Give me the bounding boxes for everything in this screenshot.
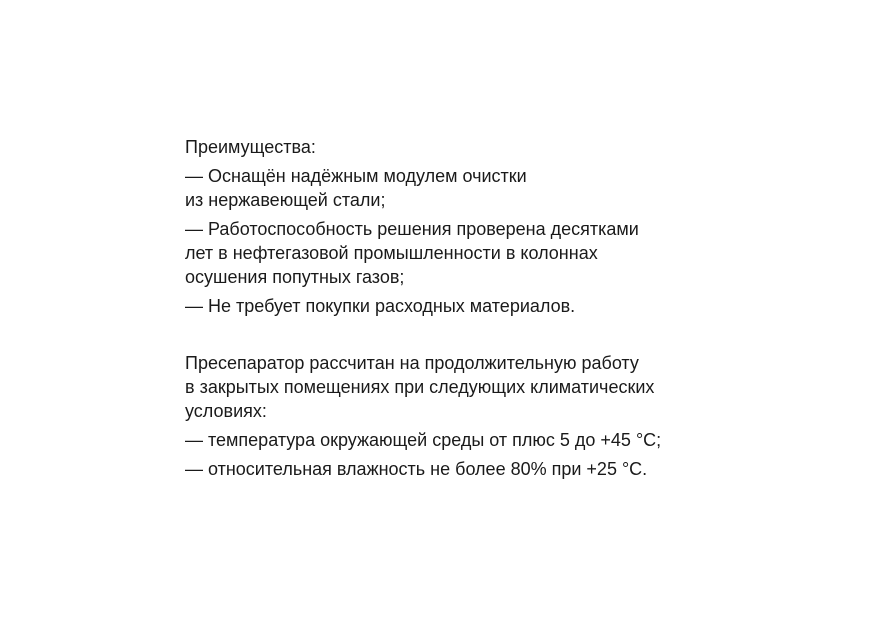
advantage-item-line: лет в нефтегазовой промышленности в колоннах <box>185 243 598 263</box>
condition-item-line: — относительная влажность не более 80% при +25 °С. <box>185 459 648 479</box>
advantage-item-line: — Работоспособность решения проверена десятками <box>185 219 639 239</box>
document-body <box>185 135 785 486</box>
advantages-heading-text: Преимущества: <box>185 137 316 157</box>
advantages-section <box>185 135 785 318</box>
conditions-intro-line: в закрытых помещениях при следующих климатических <box>185 377 655 397</box>
advantage-item-no-consumables <box>185 294 785 318</box>
condition-item-temperature <box>185 428 785 452</box>
advantages-heading <box>185 135 785 159</box>
conditions-intro-line: условиях: <box>185 401 267 421</box>
advantage-item-line: — Не требует покупки расходных материалов. <box>185 296 576 316</box>
conditions-section <box>185 351 785 481</box>
advantage-item-line: из нержавеющей стали; <box>185 190 386 210</box>
condition-item-humidity <box>185 457 785 481</box>
advantage-item-module <box>185 164 785 212</box>
advantage-item-line: — Оснащён надёжным модулем очистки <box>185 166 527 186</box>
advantage-item-proven <box>185 217 785 289</box>
conditions-intro <box>185 351 785 423</box>
condition-item-line: — температура окружающей среды от плюс 5 до +45 °С; <box>185 430 662 450</box>
advantage-item-line: осушения попутных газов; <box>185 267 405 287</box>
conditions-intro-line: Пресепаратор рассчитан на продолжительную работу <box>185 353 639 373</box>
